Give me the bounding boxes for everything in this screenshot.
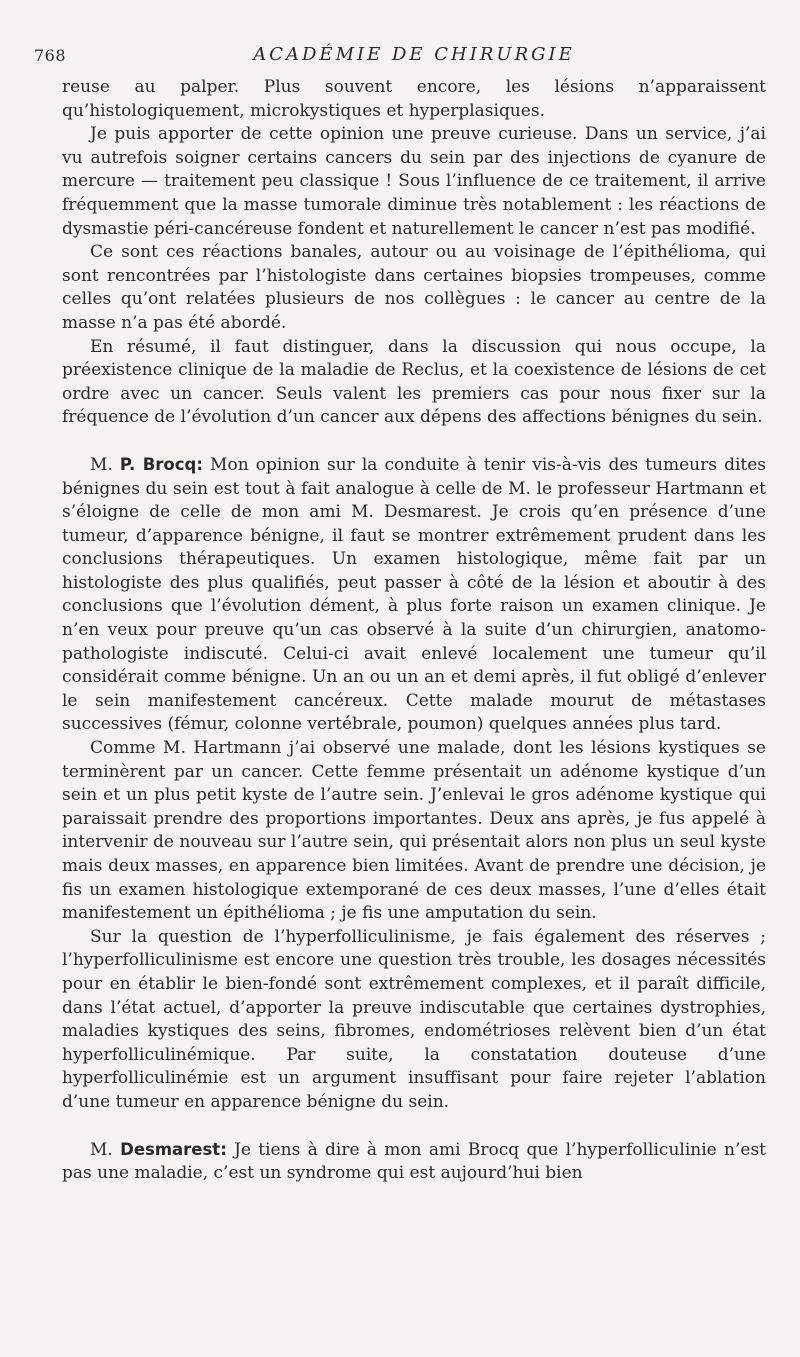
paragraph: Sur la question de l’hyperfolliculinisme, je fais également des réserves ; l’hyperfolliculinisme est encore une question très trouble, les dosages nécessités pour en établir le bien-fondé sont extrêmement complexes, et il paraît difficile, dans l’état actuel, d’apporter la preuve indiscutable que certaines dystrophies, maladies kystiques des seins, fibromes, endométrioses relèvent bien d’un état hyperfolliculinémique. Par suite, la constatation douteuse d’une hyperfolliculinémie est un argument insuffisant pour faire rejeter l’ablation d’une tumeur en apparence bénigne du sein.: [62, 926, 766, 1112]
paragraph: Comme M. Hartmann j’ai observé une malade, dont les lésions kystiques se terminèrent par un cancer. Cette femme présentait un adénome kystique d’un sein et un plus petit kyste de l’autre sein. J’enlevai le gros adénome kystique qui paraissait prendre des proportions importantes. Deux ans après, je fus appelé à intervenir de nouveau sur l’autre sein, qui présentait alors non plus un seul kyste mais deux masses, en apparence bien limitées. Avant de prendre une décision, je fis un examen histologique extemporané de ces deux masses, l’une d’elles était manifestement un épithélioma ; je fis une amputation du sein.: [62, 738, 766, 924]
intervention-text: Je tiens à dire à mon ami Brocq que l’hyperfolliculinie n’est pas une maladie, c’est un syndrome qui est aujourd’hui bien: [62, 1139, 766, 1184]
paragraph: En résumé, il faut distinguer, dans la discussion qui nous occupe, la préexistence clinique de la maladie de Reclus, et la coexistence de lésions de cet ordre avec un cancer. Seuls valent les premiers cas pour nous fixer sur la fréquence de l’évolution d’un cancer aux dépens des affections bénignes du sein.: [62, 336, 766, 428]
paragraph: reuse au palper. Plus souvent encore, les lésions n’apparaissent qu’histologiquement, microkystiques et hyperplasiques.: [62, 77, 766, 121]
intervention-text: Mon opinion sur la conduite à tenir vis-à-vis des tumeurs dites bénignes du sein est tout à fait analogue à celle de M. le professeur Hartmann et s’éloigne de celle de mon ami M. Desmarest. Je crois qu’en présence d’une tumeur, d’apparence bénigne, il faut se montrer extrêmement prudent dans les conclusions thérapeutiques. Un examen histologique, même fait par un histologiste des plus qualifiés, peut passer à côté de la lésion et aboutir à des conclusions que l’évolution dément, à plus forte raison un examen clinique. Je n’en veux pour preuve qu’un cas observé à la suite d’un chirurgien, anatomo-pathologiste indiscuté. Celui-ci avait enlevé localement une tumeur qu’il considérait comme bénigne. Un an ou un an et demi après, il fut obligé d’enlever le sein manifestement cancéreux. Cette malade mourut de métastases successives (fémur, colonne vertébrale, poumon) quelques années plus tard.: [62, 454, 767, 735]
speaker-prefix: M.: [90, 454, 120, 475]
body-text: [62, 76, 766, 1186]
speaker-colon: :: [196, 454, 203, 474]
speaker-name-brocq: P. Brocq: [119, 454, 197, 474]
speaker-colon: :: [220, 1139, 227, 1159]
page-number: 768: [34, 46, 67, 65]
speaker-name-desmarest: Desmarest: [120, 1139, 221, 1159]
brocq-intervention: [62, 453, 766, 737]
page-header: [34, 36, 766, 76]
speaker-prefix: M.: [90, 1139, 121, 1160]
desmarest-intervention: [62, 1138, 766, 1186]
document-page: [34, 36, 767, 1186]
running-head: ACADÉMIE DE CHIRURGIE: [253, 44, 575, 65]
paragraph: Je puis apporter de cette opinion une preuve curieuse. Dans un service, j’ai vu autrefois soigner certains cancers du sein par des injections de cyanure de mercure — traitement peu classique ! Sous l’influence de ce traitement, il arrive fréquemment que la masse tumorale diminue très notablement : les réactions de dysmastie péri-cancéreuse fondent et naturellement le cancer n’est pas modifié.: [62, 124, 766, 239]
paragraph: Ce sont ces réactions banales, autour ou au voisinage de l’épithélioma, qui sont rencontrées par l’histologiste dans certaines biopsies trompeuses, comme celles qu’ont relatées plusieurs de nos collègues : le cancer au centre de la masse n’a pas été abordé.: [62, 242, 766, 333]
